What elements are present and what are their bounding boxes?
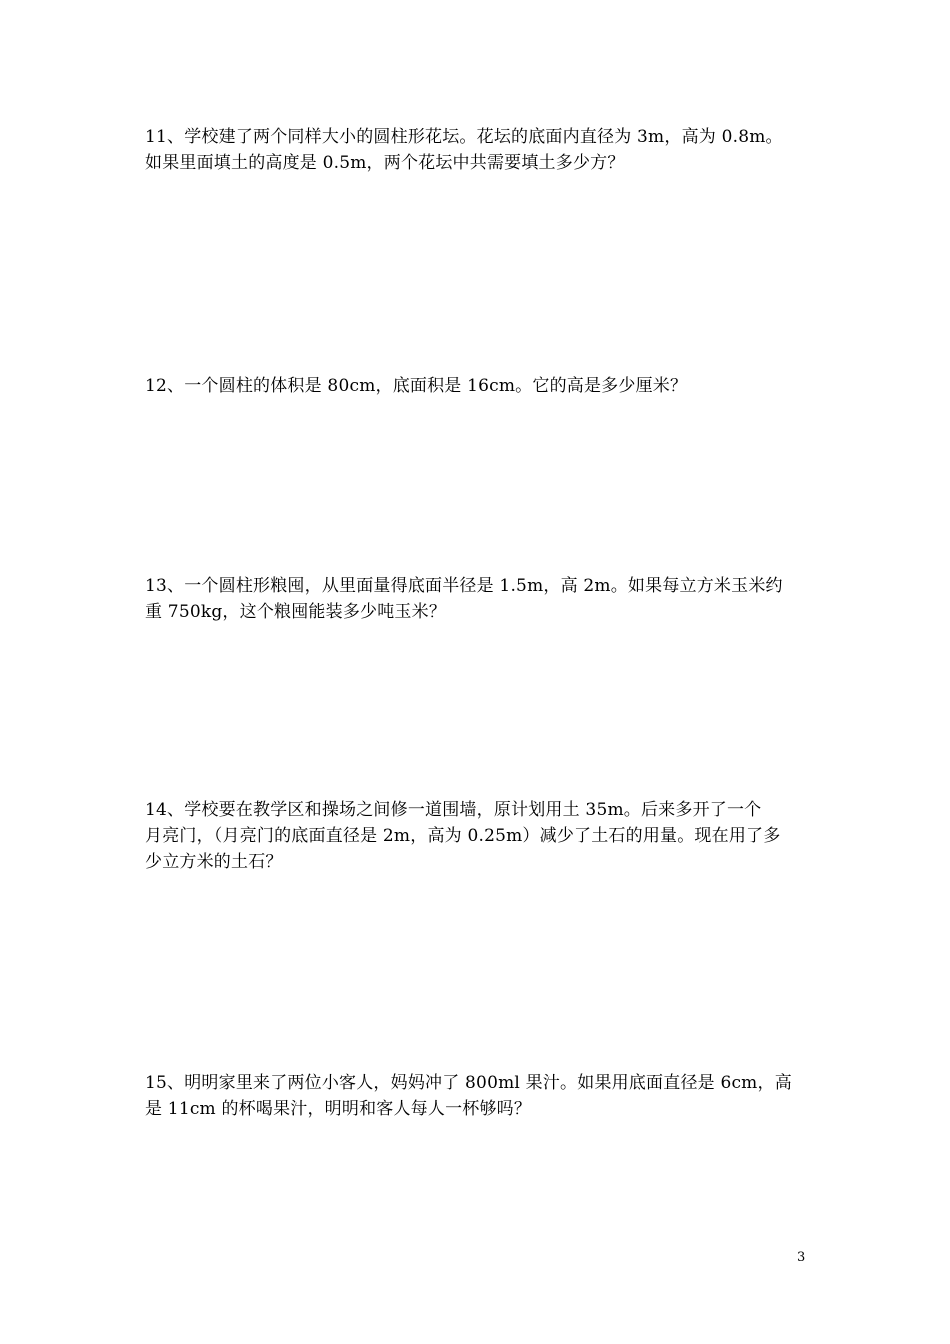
- question-14: [145, 797, 815, 875]
- question-11-line-2: 如果里面填土的高度是 0.5m，两个花坛中共需要填土多少方？: [145, 153, 625, 173]
- question-14-line-2: 月亮门，（月亮门的底面直径是 2m，高为 0.25m）减少了土石的用量。现在用了多: [145, 826, 781, 846]
- question-12-line-1: 12、一个圆柱的体积是 80cm，底面积是 16cm。它的高是多少厘米？: [145, 376, 688, 396]
- question-15-line-2: 是 11cm 的杯喝果汁，明明和客人每人一杯够吗？: [145, 1099, 532, 1119]
- question-14-line-3: 少立方米的土石？: [145, 852, 283, 872]
- question-11-line-1: 11、学校建了两个同样大小的圆柱形花坛。花坛的底面内直径为 3m，高为 0.8m。: [145, 127, 783, 147]
- question-12: [145, 373, 815, 399]
- question-11: [145, 124, 815, 176]
- question-13-line-2: 重 750kg，这个粮囤能装多少吨玉米？: [145, 602, 447, 622]
- question-14-line-1: 14、学校要在教学区和操场之间修一道围墙，原计划用土 35m。后来多开了一个: [145, 800, 762, 820]
- question-15-line-1: 15、明明家里来了两位小客人，妈妈冲了 800ml 果汁。如果用底面直径是 6cm，高: [145, 1073, 792, 1093]
- question-15: [145, 1070, 815, 1122]
- question-13: [145, 573, 815, 625]
- page-number: 3: [797, 1250, 806, 1265]
- question-13-line-1: 13、一个圆柱形粮囤，从里面量得底面半径是 1.5m，高 2m。如果每立方米玉米约: [145, 576, 783, 596]
